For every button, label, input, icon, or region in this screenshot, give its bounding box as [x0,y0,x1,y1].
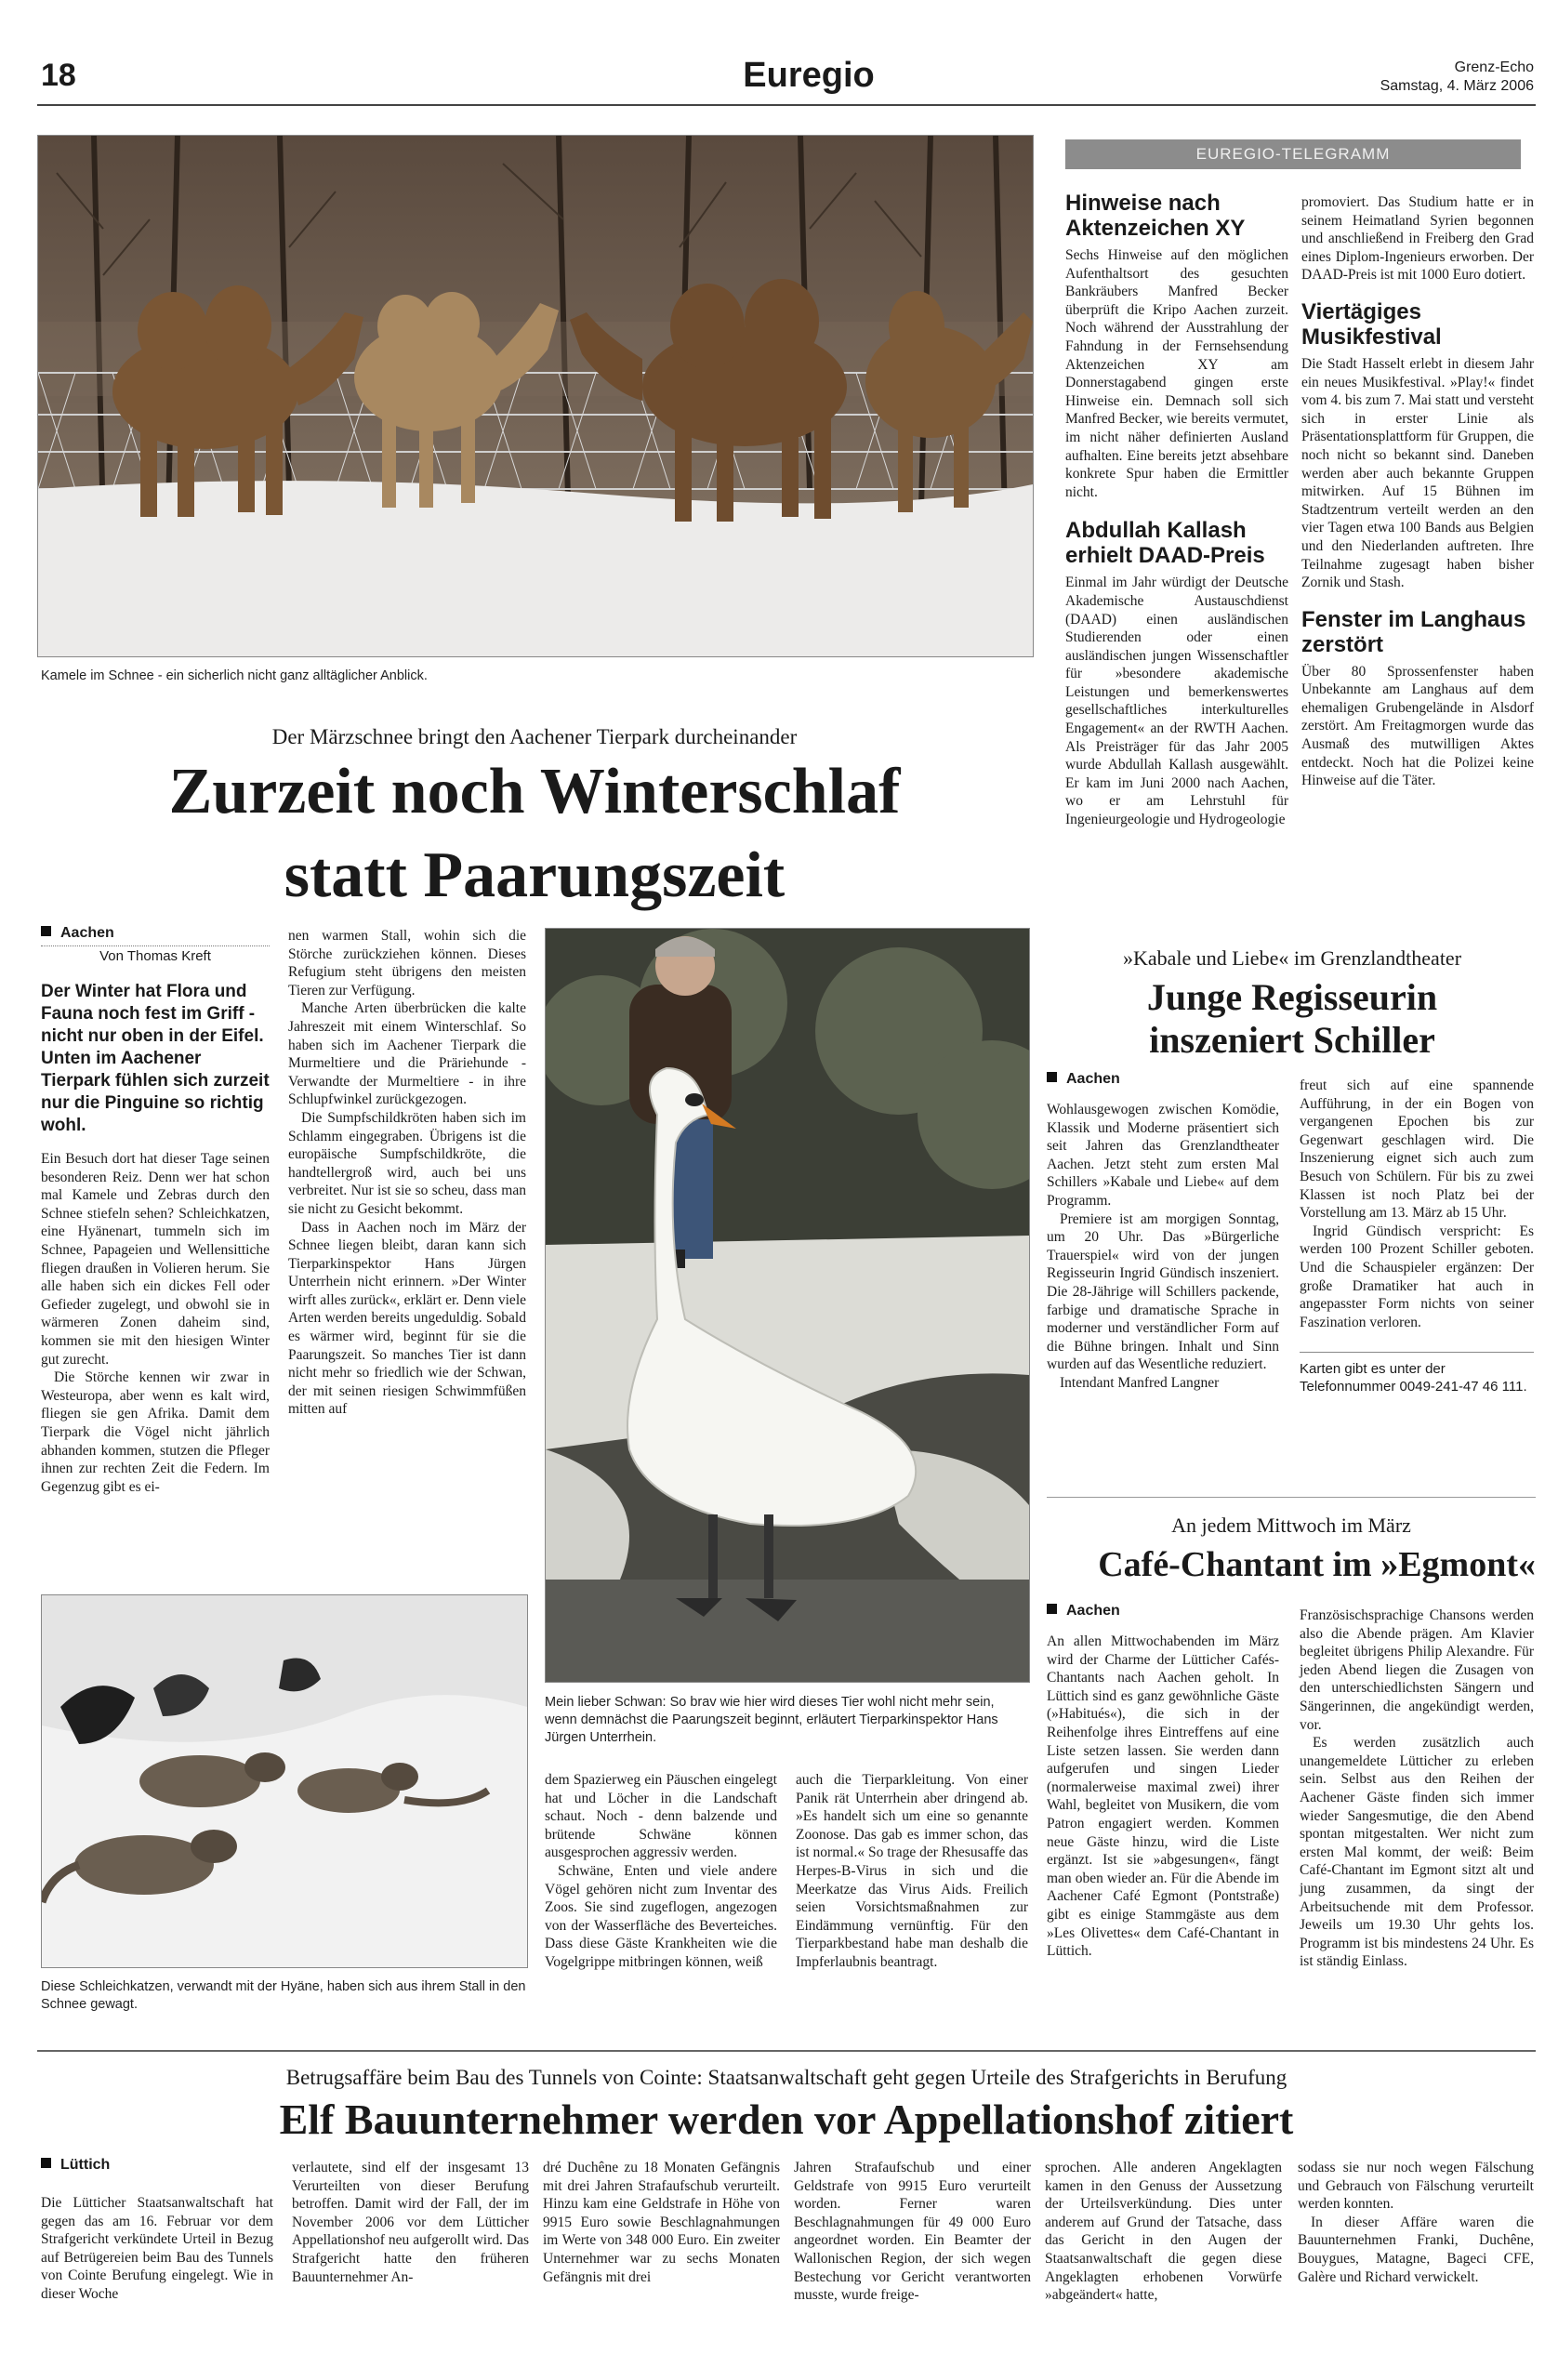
bottom-col5 [1045,2159,1282,2305]
cafe-c1-p1: An allen Mittwochabenden im März wird der Charme der Lütticher Cafés-Chantants nach Aachen geholt. In Lüttich sind es ganz gewöhnliche Gäste (»Habitués«), die sich in der Reihenfolge ihres Eintreffens auf eine Liste setzen lassen. Sie werden dann aufgerufen und singen Lieder (normalerweise maximal zwei) ihrer Wahl, begleitet von Musikern, die vom Patron engagiert werden. Kommen neue Gäste hinzu, wird die Liste ergänzt. Ist sie »abgesungen«, fängt man oben wieder an. Für die Abende im Aachener Café Egmont (Pontstraße) gibt es einige Stammgäste aus dem »Les Olivettes« dem Café-Chantant in Lüttich. [1047,1633,1279,1960]
header-rule [37,104,1536,106]
cafe-rule [1047,1497,1536,1498]
kabale-headline-line2: inszeniert Schiller [1149,1019,1435,1061]
issue-date: Samstag, 4. März 2006 [1380,78,1534,94]
bullet-icon [1047,1604,1057,1614]
page-number: 18 [41,58,76,93]
main-author: Von Thomas Kreft [41,945,270,964]
telegramm-h3: Viertägiges Musikfestival [1301,298,1442,350]
photo-camels [37,135,1034,657]
bottom-col3 [543,2159,780,2286]
kabale-c1-p3: Intendant Manfred Langner [1060,1374,1220,1391]
cafe-headline: Café-Chantant im »Egmont« [1098,1545,1536,1584]
main-lead: Der Winter hat Flora und Fauna noch fest im Griff - nicht nur oben in der Eifel. Unten im Aachener Tierpark fühlen sich zurzeit nur die Pinguine so richtig wohl. [41,982,270,1135]
kabale-info: Karten gibt es unter der Telefonnummer 0049-241-47 46 111. [1300,1352,1534,1395]
bottom-col2 [292,2159,529,2286]
kabale-headline-line1: Junge Regisseurin [1146,976,1438,1018]
telegramm-t2: Einmal im Jahr würdigt der Deutsche Akademische Austauschdienst (DAAD) einen ausländischen Studierenden oder einen ausländischen jungen Wissenschaftler für »besondere akademische Leistungen und bemerkenswertes gesellschaftliches interkulturelles Engagement« an der RWTH Aachen. Als Preisträger für das Jahr 2005 wurde Abdullah Kallash ausgewählt. Er kam im Juni 2000 nach Aachen, wo er am Lehrstuhl für Ingenieurgeologie und Hydrogeologie [1065,575,1288,828]
main-col1-p1: Ein Besuch dort hat dieser Tage seinen besonderen Reiz. Denn wer hat schon mal Kamele und Zebras durch den Schnee stiefeln sehen? Schleichkatzen, eine Hyänenart, tummeln sich im Schnee, Papageien und Wellensittiche fliegen draußen in Volieren herum. Sie alle haben sich ein dickes Fell oder Gefieder zugelegt, und obwohl sie in wärmeren Zonen daheim sind, kommen sie mit den hiesigen Winter gut zurecht. [41,1151,270,1368]
main-col4-p1: auch die Tierparkleitung. Von einer Panik rät Unterrhein aber dringend ab. »Es handelt sich um eine so genannte Zoonose. Das gab es immer schon, das ist normal.« So trage der Rhesusaffe das Herpes-B-Virus in sich und die Meerkatze das Virus Aids. Freilich seien Vorsichtsmaßnahmen zur Eindämmung vernünftig. Für den Tierparkbestand habe man deshalb die Impferlaubnis beantragt. [796,1772,1028,1970]
paper-name: Grenz-Echo [1454,60,1534,75]
telegramm-banner: EUREGIO-TELEGRAMM [1065,139,1521,169]
cafe-kicker: An jedem Mittwoch im März [1171,1514,1411,1537]
bullet-icon [41,2158,51,2168]
kabale-c1-p1: Wohlausgewogen zwischen Komödie, Klassik und Moderne präsentiert sich seit Jahren das Grenzlandtheater Aachen. Jetzt steht zum ersten Mal Schillers »Kabale und Liebe« auf dem Programm. [1047,1102,1279,1209]
kabale-location: Aachen [1066,1071,1120,1087]
photo-mongoose [41,1594,528,1968]
kabale-c2-p2: Ingrid Gündisch verspricht: Es werden 100 Prozent Schiller geboten. Und die Schauspieler ergänzen: Der große Dramatiker hat auch in angepasster Form nichts von seiner Faszination verloren. [1300,1223,1534,1330]
main-article-col1 [41,925,270,1496]
main-headline-line1: Zurzeit noch Winterschlaf [168,756,901,827]
cafe-c2-p2: Es werden zusätzlich auch unangemeldete Lütticher zu erleben sein. Selbst aus den Reihen der Aachener Gäste finden sich immer wieder Sangesmutige, die den Abend spontan mitgestalten. Wer nicht zum ersten Mal kommt, der weiß: Beim Café-Chantant im Egmont sitzt alt und jung zusammen, da singt der Arbeitsuchende mit dem Professor. Jeweils um 19.30 Uhr gehts los. Programm ist bis mindestens 24 Uhr. Es ist ständig Einlass. [1300,1735,1534,1970]
main-location: Aachen [60,925,114,941]
section-title: Euregio [743,56,875,95]
telegramm-t2b: promoviert. Das Studium hatte er in seinem Heimatland Syrien begonnen und anschließend in Freiberg den Grad eines Diplom-Ingenieurs erworben. Der DAAD-Preis ist mit 1000 Euro dotiert. [1301,194,1534,284]
camels-caption: Kamele im Schnee - ein sicherlich nicht ganz alltäglicher Anblick. [41,668,428,683]
main-article-col3 [545,1771,777,1972]
telegramm-h4: Fenster im Langhaus zerstört [1301,606,1526,657]
telegramm-t4: Über 80 Sprossenfenster haben Unbekannte am Langhaus auf dem ehemaligen Grubengelände in Alsdorf zerstört. Am Freitagmorgen wurde das Ausmaß des mutwilligen Aktes entdeckt. Noch hat die Polizei keine Hinweise auf die Täter. [1301,663,1534,789]
camels-illustration [38,136,1033,656]
kabale-kicker: »Kabale und Liebe« im Grenzlandtheater [1122,946,1462,970]
telegramm-h2: Abdullah Kallash erhielt DAAD-Preis [1065,518,1265,569]
main-col2-p1: nen warmen Stall, wohin sich die Störche zurückziehen können. Dieses Refugium steht übrigens den meisten Tieren zur Verfügung. [288,928,526,998]
bottom-c6-p2: In dieser Affäre waren die Bauunternehmen Franki, Duchêne, Bouygues, Matagne, Bageci CFE, Galère und Richard verwickelt. [1298,2214,1534,2285]
main-col3-p2: Schwäne, Enten und viele andere Vögel gehören nicht zum Inventar des Zoos. Sie sind zugeflogen, angezogen von der Wasserfläche des Beverteiches. Dass diese Gäste Krankheiten wie die Vogelgrippe mitbringen können, weiß [545,1862,777,1970]
mongoose-caption: Diese Schleichkatzen, verwandt mit der Hyäne, haben sich aus ihrem Stall in den Schnee gewagt. [41,1979,526,2012]
bottom-c4: Jahren Strafaufschub und einer Geldstrafe von 9915 Euro verurteilt worden. Ferner waren Beschlagnahmungen für 49 000 Euro angeordnet worden. Ein Beamter der Wallonischen Region, der sich wegen Bestechung vor Gericht verantworten musste, wurde freige- [794,2160,1031,2304]
bottom-c2: verlautete, sind elf der insgesamt 13 Verurteilten von dieser Berufung betroffen. Damit wird der Fall, der im November 2006 vor dem Lütticher Appellationshof neu aufgerollt wird. Das Strafgericht hatte den früheren Bauunternehmer An- [292,2160,529,2285]
telegramm-col2 [1301,193,1534,790]
bottom-col6 [1298,2159,1534,2286]
cafe-location: Aachen [1066,1603,1120,1619]
main-col2-p3: Die Sumpfschildkröten haben sich im Schlamm eingegraben. Übrigens ist die europäische Sumpfschildkröte, die handtellergroß wird, auch bei uns verbreitet. Nur ist sie so scheu, dass man sie nicht zu Gesicht bekommt. [288,1109,526,1217]
bottom-location: Lüttich [60,2157,111,2173]
bottom-c3: dré Duchêne zu 18 Monaten Gefängnis mit drei Jahren Strafaufschub verurteilt. Hinzu kam eine Geldstrafe in Höhe von 9915 Euro sowie Beschlagnahmungen im Werte von 348 000 Euro. Ein zweiter Unternehmer war zu sechs Monaten Gefängnis mit drei [543,2160,780,2285]
bottom-col4 [794,2159,1031,2305]
main-col1-p2: Die Störche kennen wir zwar in Westeuropa, aber wenn es kalt wird, fliegen sie gen Afrika. Damit dem Tierpark die Vögel nicht jährlich abhanden kommen, stutzen die Pfleger ihnen zur rechten Zeit die Federn. Im Gegenzug gibt es ei- [41,1369,270,1495]
telegramm-col1 [1065,191,1288,829]
bottom-c1: Die Lütticher Staatsanwaltschaft hat gegen das am 16. Februar vor dem Strafgericht verkündete Urteil in Bezug auf Betrügereien beim Bau des Tunnels von Cointe Berufung eingelegt. Wie in dieser Woche [41,2195,273,2302]
kabale-c2-p1: freut sich auf eine spannende Aufführung, in der ein Bogen von vergangenen Epochen bis zur Gegenwart geschlagen wird. Die Inszenierung eignet sich auch zum Besuch von Schülern. Für bis zu zwei Klassen ist noch Platz bei der Vorstellung am 13. März ab 15 Uhr. [1300,1078,1534,1222]
telegramm-t1: Sechs Hinweise auf den möglichen Aufenthaltsort des gesuchten Bankräubers Manfred Becker überprüft die Kripo Aachen zurzeit. Noch während der Ausstrahlung der Fahndung in der Fernsehsendung Aktenzeichen XY am Donnerstagabend gingen erste Hinweise ein. Demnach soll sich Manfred Becker, wie bereits vermutet, im nicht näher definierten Ausland aufhalten. Eine bereits jetzt absehbare konkrete Spur haben die Ermittler nicht. [1065,247,1288,500]
main-kicker: Der Märzschnee bringt den Aachener Tierpark durcheinander [271,725,798,748]
main-headline-line2: statt Paarungszeit [284,840,786,911]
main-col3-p1: dem Spazierweg ein Päuschen eingelegt hat und Löcher in die Landschaft schaut. Noch - denn balzende und brütende Schwäne können ausgesprochen aggressiv werden. [545,1772,777,1861]
main-col2-p2: Manche Arten überbrücken die kalte Jahreszeit mit einem Winterschlaf. So haben sich im Aachener Tierpark die Murmeltiere und die Präriehunde - Verwandte der Murmeltiere - in ihre Schlupfwinkel zurückgezogen. [288,1000,526,1108]
kabale-col1 [1047,1071,1279,1393]
cafe-col2 [1300,1606,1534,1971]
swan-illustration [546,929,1029,1682]
bottom-c5: sprochen. Alle anderen Angeklagten kamen in den Genuss der Aussetzung der Urteilsverkündung. Dies unter anderem auf Grund der Tatsache, dass das Gericht in den Augen der Staatsanwaltschaft die gegen diese Angeklagten erhobenen Vorwürfe »abgeändert« hatte, [1045,2160,1282,2304]
bottom-col1 [41,2157,273,2304]
bullet-icon [1047,1072,1057,1082]
bottom-c6: sodass sie nur noch wegen Fälschung und Gebrauch von Fälschung verurteilt werden konnten. [1298,2160,1534,2213]
kabale-col2 [1300,1077,1534,1395]
bottom-rule [37,2050,1536,2052]
bottom-kicker: Betrugsaffäre beim Bau des Tunnels von Cointe: Staatsanwaltschaft geht gegen Urteile des Strafgerichts in Berufung [285,2066,1287,2089]
telegramm-h1: Hinweise nach Aktenzeichen XY [1065,191,1246,241]
main-col2-p4: Dass in Aachen noch im März der Schnee liegen bleibt, daran kann sich Tierparkinspektor Hans Jürgen Unterrhein nicht erinnern. »Der Winter wirft alles zurück«, erklärt er. Denn viele Arten werden bereits ungeduldig. Sobald es wärmer wird, beginnt für sie die Paarungszeit. So manches Tier ist dann nicht mehr so friedlich wie der Schwan, der mit seinen riesigen Schwimmfüßen mitten auf [288,1219,526,1418]
main-article-col2 [288,927,526,1419]
bullet-icon [41,926,51,936]
cafe-c2-p1: Französischsprachige Chansons werden also die Abende prägen. Am Klavier begleitet übrigens Philip Alexandre. Für jeden Abend liegen die Zusagen von den unterschiedlichsten Sängern und Sängerinnen, die angekündigt werden, vor. [1300,1607,1534,1733]
mongoose-illustration [42,1595,527,1967]
kabale-c1-p2: Premiere ist am morgigen Sonntag, um 20 Uhr. Das »Bürgerliche Trauerspiel« wird von der jungen Regisseurin Ingrid Gündisch inszeniert. Die 28-Jährige will Schillers packende, farbige und dramatische Sprache in moderner und verständlicher Form auf die Bühne bringen. Inhalt und Sinn wurden auf das Wesentliche reduziert. [1047,1210,1279,1373]
photo-swan [545,928,1030,1683]
cafe-col1 [1047,1603,1279,1961]
telegramm-t3: Die Stadt Hasselt erlebt in diesem Jahr ein neues Musikfestival. »Play!« findet vom 4. bis zum 7. Mai statt und versteht sich in erster Linie als Präsentationsplattform für Gruppen, die noch nicht so bekannt sind. Daneben werden aber auch bekannte Gruppen mitwirken. Auf 15 Bühnen im Stadtzentrum verteilt werden an den vier Tagen etwa 100 Bands aus Belgien und den Niederlanden auftreten. Ihre Teilnahme zugesagt haben bisher Zornik und Stash. [1301,355,1534,591]
bottom-headline: Elf Bauunternehmer werden vor Appellationshof zitiert [279,2096,1294,2143]
main-article-col4 [796,1771,1028,1972]
swan-caption: Mein lieber Schwan: So brav wie hier wird dieses Tier wohl nicht mehr sein, wenn demnächst die Paarungszeit beginnt, erläutert Tierparkinspektor Hans Jürgen Unterrhein. [545,1695,998,1745]
